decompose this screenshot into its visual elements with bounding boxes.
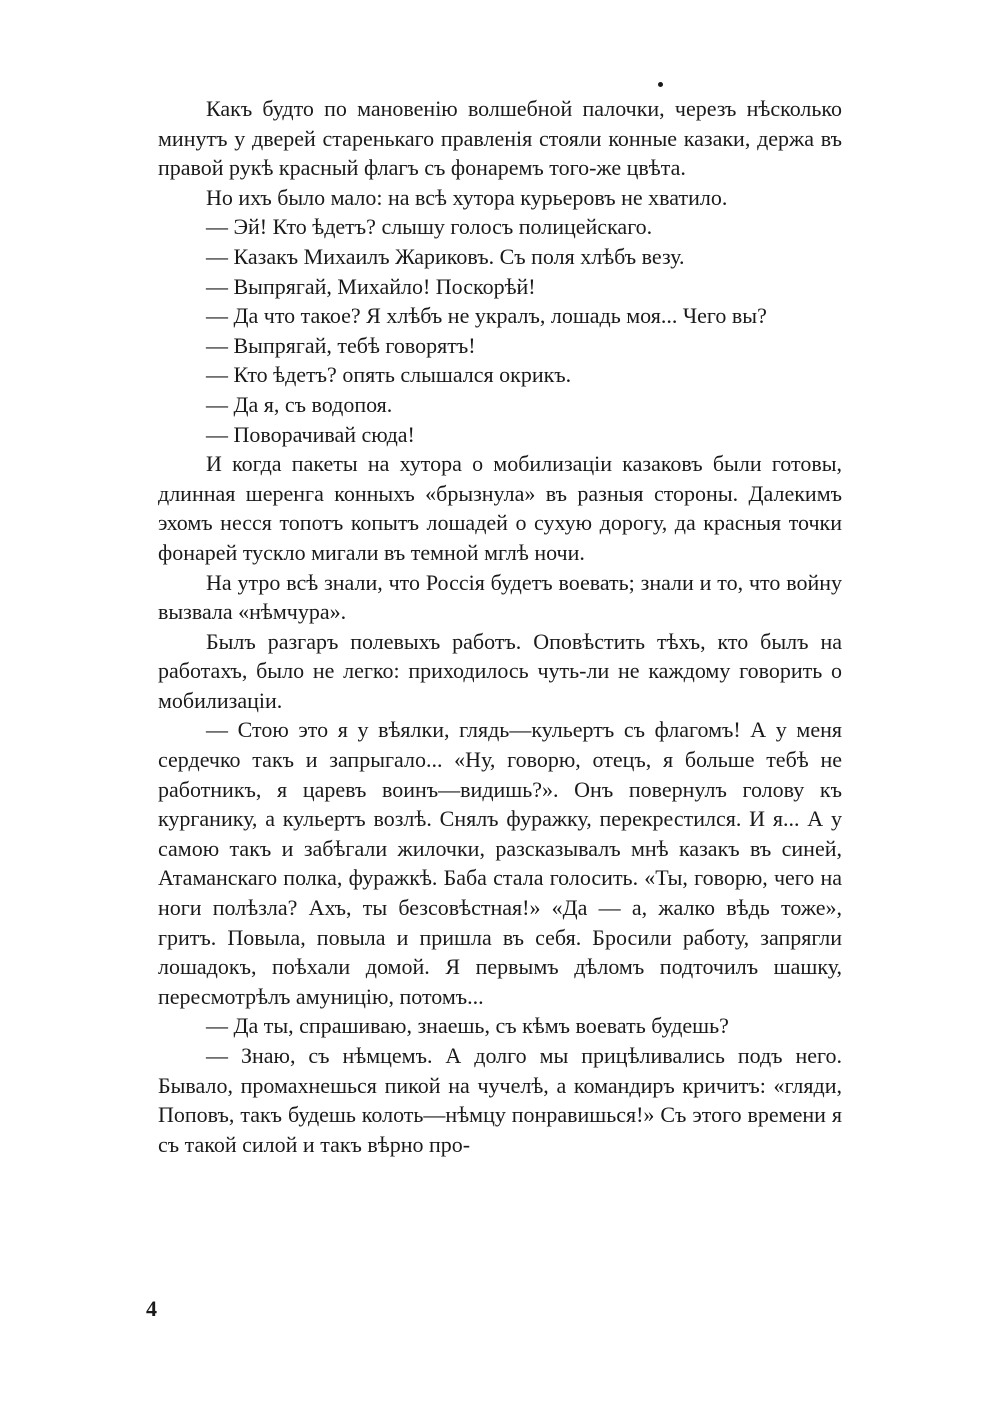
paragraph: Былъ разгаръ полевыхъ работъ. Оповѣстить тѣхъ, кто былъ на работахъ, было не легко: приходилось чуть-ли не каждому говорить о мобилизаціи.: [158, 628, 842, 713]
paragraph: — Выпрягай, тебѣ говорятъ!: [206, 332, 476, 358]
paragraph: — Да что такое? Я хлѣбъ не укралъ, лошадь моя... Чего вы?: [206, 303, 767, 329]
paragraph: Но ихъ было мало: на всѣ хутора курьеровъ не хватило.: [206, 184, 728, 210]
paragraph: — Стою это я у вѣялки, глядь—кульертъ съ флагомъ! А у меня сердечко такъ и запрыгало... «Ну, говорю, отецъ, я больше тебѣ не работникъ, я царевъ воинъ—видишь?». Онъ повернулъ голову къ курганику, а кульертъ возлѣ. Снялъ фуражку, перекрестился. И я... А у самою такъ и забѣгали жилочки, разсказывалъ мнѣ казакъ въ синей, Атаманскаго полка, фуражкѣ. Баба стала голосить. «Ты, говорю, чего на ноги полѣзла? Ахъ, ты безсовѣстная!» «Да — а, жалко вѣдь тоже», гритъ. Повыла, повыла и пришла въ себя. Бросили работу, запрягли лошадокъ, поѣхали домой. Я первымъ дѣломъ подточилъ шашку, пересмотрѣлъ амуницію, потомъ...: [158, 717, 842, 1009]
paragraph: — Да я, съ водопоя.: [206, 391, 393, 417]
paragraph: На утро всѣ знали, что Россія будетъ воевать; знали и то, что войну вызвала «нѣмчура».: [158, 569, 842, 625]
print-speck: [658, 82, 663, 87]
paragraph: — Знаю, съ нѣмцемъ. А долго мы прицѣливались подъ него. Бывало, промахнешься пикой на чучелѣ, а командиръ кричитъ: «гляди, Поповъ, такъ будешь колоть—нѣмцу понравишься!» Съ этого времени я съ такой силой и такъ вѣрно про-: [158, 1043, 842, 1157]
paragraph: — Выпрягай, Михайло! Поскорѣй!: [206, 273, 536, 299]
paragraph: И когда пакеты на хутора о мобилизаціи казаковъ были готовы, длинная шеренга конныхъ «брызнула» въ разныя стороны. Далекимъ эхомъ несся топотъ копытъ лошадей о сухую дорогу, да красныя точки фонарей тускло мигали въ темной мглѣ ночи.: [158, 451, 842, 565]
paragraph: — Поворачивай сюда!: [206, 421, 415, 447]
body-text: [158, 94, 842, 1159]
paragraph: — Эй! Кто ѣдетъ? слышу голосъ полицейскаго.: [206, 214, 653, 240]
paragraph: — Кто ѣдетъ? опять слышался окрикъ.: [206, 362, 572, 388]
paragraph: — Да ты, спрашиваю, знаешь, съ кѣмъ воевать будешь?: [206, 1013, 729, 1039]
paragraph: — Казакъ Михаилъ Жариковъ. Съ поля хлѣбъ везу.: [206, 243, 685, 269]
page-number: 4: [146, 1296, 157, 1321]
paragraph: Какъ будто по мановенію волшебной палочки, черезъ нѣсколько минутъ у дверей старенькаго правленія стояли конные казаки, держа въ правой рукѣ красный флагъ съ фонаремъ того-же цвѣта.: [158, 96, 842, 181]
